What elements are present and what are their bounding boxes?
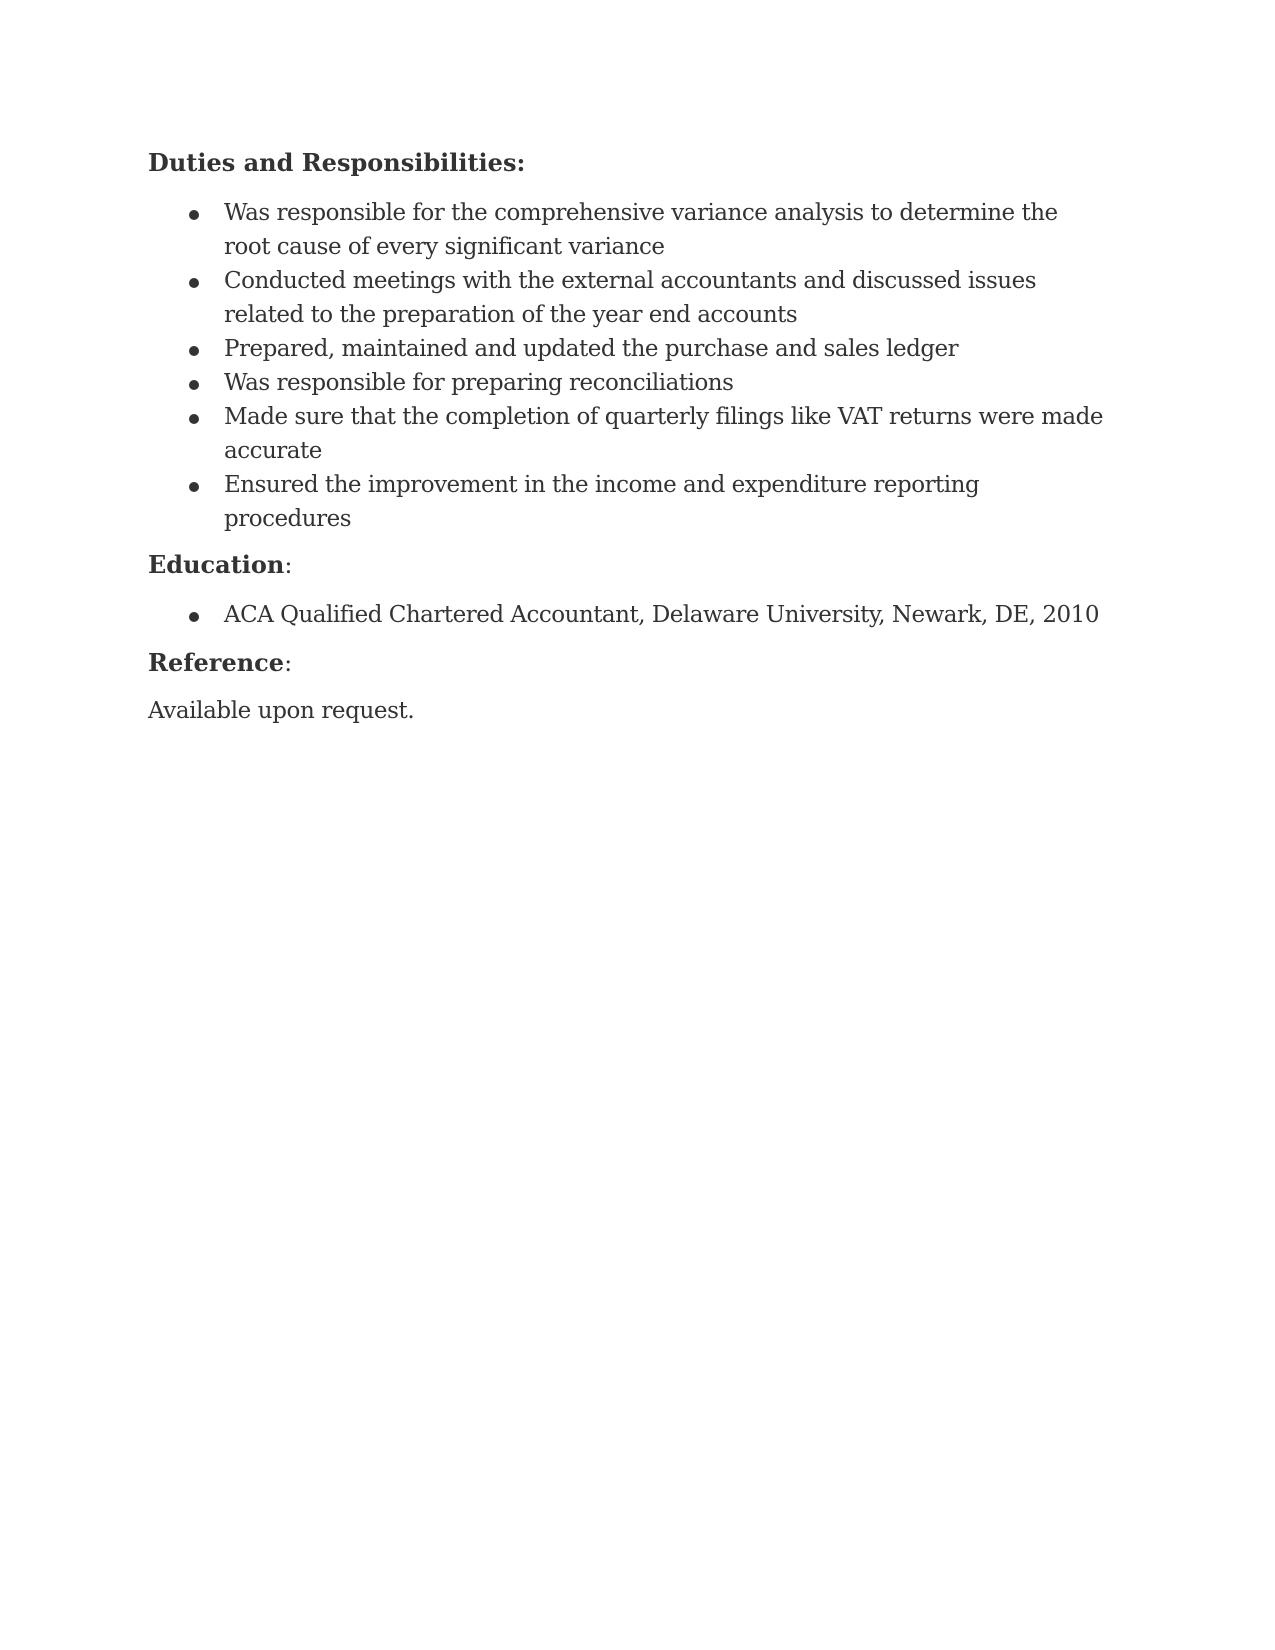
duty-text: Was responsible for the comprehensive variance analysis to determine the root cause of every significant variance [224, 200, 1058, 260]
education-list [148, 598, 1108, 632]
duty-text: Ensured the improvement in the income and expenditure reporting procedures [224, 472, 980, 532]
bullet-icon [189, 612, 199, 622]
bullet-icon [189, 414, 199, 424]
duties-heading-text: Duties and Responsibilities: [148, 148, 526, 177]
reference-heading [148, 646, 1108, 680]
list-item [148, 196, 1108, 264]
bullet-icon [189, 210, 199, 220]
education-heading [148, 548, 1108, 582]
bullet-icon [189, 380, 199, 390]
duty-text: Conducted meetings with the external accountants and discussed issues related to the preparation of the year end accounts [224, 268, 1037, 328]
bullet-icon [189, 278, 199, 288]
document-page [148, 140, 1108, 728]
duty-text: Was responsible for preparing reconciliations [224, 370, 734, 396]
list-item [148, 400, 1108, 468]
list-item [148, 264, 1108, 332]
reference-heading-text: Reference [148, 648, 285, 677]
education-heading-colon: : [284, 551, 293, 579]
reference-heading-colon: : [284, 649, 293, 677]
duties-list [148, 196, 1108, 536]
list-item [148, 332, 1108, 366]
duty-text: Prepared, maintained and updated the purchase and sales ledger [224, 336, 959, 362]
education-heading-text: Education [148, 550, 285, 579]
duty-text: Made sure that the completion of quarterly filings like VAT returns were made accurate [224, 404, 1103, 464]
education-text: ACA Qualified Chartered Accountant, Delaware University, Newark, DE, 2010 [224, 602, 1099, 628]
duties-heading [148, 146, 1108, 180]
list-item [148, 468, 1108, 536]
bullet-icon [189, 346, 199, 356]
bullet-icon [189, 482, 199, 492]
list-item [148, 598, 1108, 632]
reference-text: Available upon request. [148, 698, 415, 724]
list-item [148, 366, 1108, 400]
